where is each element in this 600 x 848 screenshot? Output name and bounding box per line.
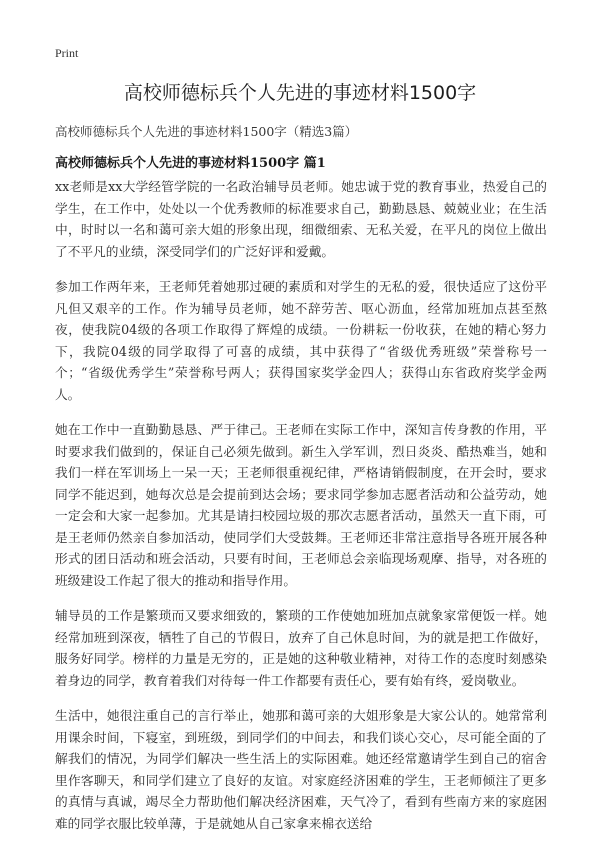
article-subtitle: 高校师德标兵个人先进的事迹材料1500字（精选3篇）: [55, 124, 358, 139]
paragraph-4: 辅导员的工作是繁琐而又要求细致的，繁琐的工作使她加班加点就象家常便饭一样。她经常加班到深夜，牺牲了自己的节假日，放弃了自己休息时间，为的就是把工作做好，服务好同学。榜样的力量是无穷的，正是她的这种敬业精神，对待工作的态度时刻感染着身边的同学，教育着我们对待每一件工作都要有责任心，要有始有终，爱岗敬业。: [55, 608, 547, 688]
article-body: [55, 176, 547, 848]
paragraph-5: 生活中，她很注重自己的言行举止，她那和蔼可亲的大姐形象是大家公认的。她常常利用课余时间，下寝室，到班级，到同学们的中间去，和我们谈心交心，尽可能全面的了解我们的情况，为同学们解决一些生活上的实际困难。她还经常邀请学生到自己的宿舍里作客聊天，和同学们建立了良好的友谊。对家庭经济困难的学生，王老师倾注了更多的真情与真诚，竭尽全力帮助他们解决经济困难，天气冷了，看到有些南方来的家庭困难的同学衣服比较单薄，于是就她从自己家拿来棉衣送给: [55, 708, 547, 831]
print-link[interactable]: Print: [55, 46, 79, 60]
page-title: 高校师德标兵个人先进的事迹材料1500字: [123, 82, 477, 104]
paragraph-2: 参加工作两年来，王老师凭着她那过硬的素质和对学生的无私的爱，很快适应了这份平凡但又艰辛的工作。作为辅导员老师，她不辞劳苦、呕心沥血，经常加班加点甚至熬夜，使我院04级的各项工作取得了辉煌的成绩。一份耕耘一份收获，在她的精心努力下，我院04级的同学取得了可喜的成绩，其中获得了“省级优秀班级”荣誉称号一个；“省级优秀学生”荣誉称号两人；获得国家奖学金四人；获得山东省政府奖学金两人。: [55, 279, 547, 402]
paragraph-1: xx老师是xx大学经管学院的一名政治辅导员老师。她忠诚于党的教育事业，热爱自己的学生，在工作中，处处以一个优秀教师的标准要求自己，勤勤恳恳、兢兢业业；在生活中，时时以一名和蔼可亲大姐的形象出现，细微细索、无私关爱，在平凡的岗位上做出了不平凡的业绩，深受同学们的广泛好评和爱戴。: [55, 179, 547, 259]
paragraph-3: 她在工作中一直勤勤恳恳、严于律己。王老师在实际工作中，深知言传身教的作用，平时要求我们做到的，保证自己必须先做到。新生入学军训，烈日炎炎、酷热难当，她和我们一样在军训场上一呆一天；王老师很重视纪律，严格请销假制度，在开会时，要求同学不能迟到，她每次总是会提前到达会场；要求同学参加志愿者活动和公益劳动，她一定会和大家一起参加。尤其是请扫校园垃圾的那次志愿者活动，虽然天一直下雨，可是王老师仍然亲自参加活动，使同学们大受鼓舞。王老师还非常注意指导各班开展各种形式的团日活动和班会活动，只要有时间，王老师总会亲临现场观摩、指导，对各班的班级建设工作起了很大的推动和指导作用。: [55, 422, 547, 588]
section-heading: 高校师德标兵个人先进的事迹材料1500字 篇1: [55, 156, 326, 171]
